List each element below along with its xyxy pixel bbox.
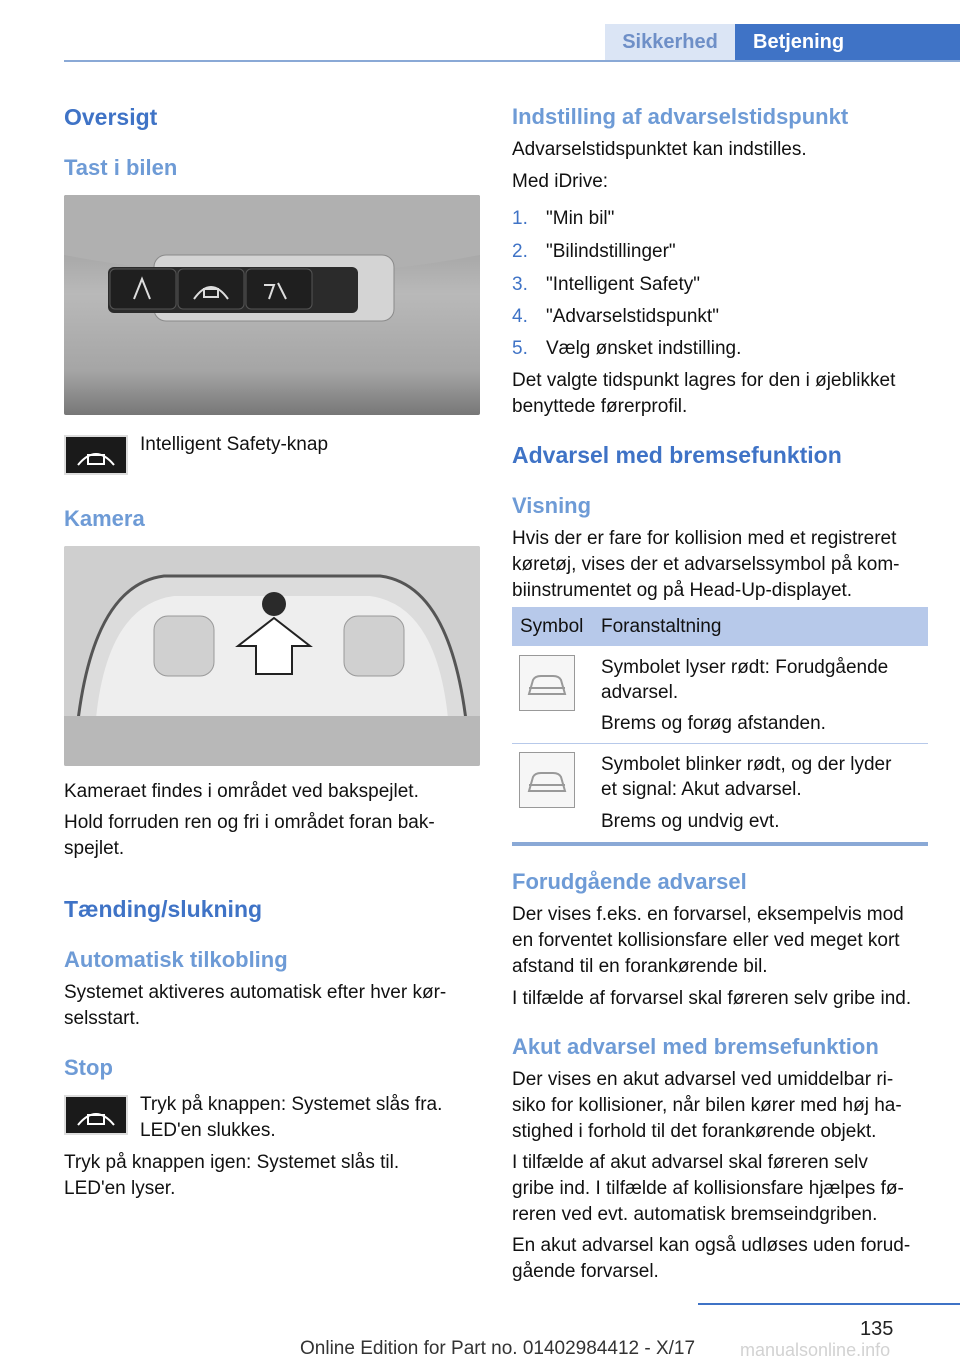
step-5: [512, 336, 741, 362]
akut2-text-1: I tilfælde af akut advarsel skal føreren selv: [512, 1152, 868, 1173]
heading-akut: Akut advarsel med bremsefunktion: [512, 1034, 879, 1059]
table-col-action: Foranstaltning: [601, 616, 722, 637]
step-1: [512, 206, 614, 232]
visning-text-3: biinstrumentet og på Head-Up-displayet.: [512, 580, 853, 601]
akut3-text-1: En akut advarsel kan også udløses uden forud-: [512, 1235, 911, 1256]
kamera-text-2b: spejlet.: [64, 838, 125, 859]
visning-text-1: Hvis der er fare for kollision med et registreret: [512, 528, 897, 549]
button-caption: Intelligent Safety-knap: [140, 434, 329, 455]
step-5-text: Vælg ønsket indstilling.: [546, 338, 742, 359]
stop2-text-2: LED'en lyser.: [64, 1178, 176, 1199]
step-4-text: "Advarselstidspunkt": [546, 306, 719, 327]
step-2: [512, 239, 676, 265]
step-4-number: 4.: [512, 306, 528, 327]
heading-visning: Visning: [512, 493, 592, 518]
footer-rule: [698, 1303, 960, 1305]
akut-text-1: Der vises en akut advarsel ved umiddelbar ri-: [512, 1069, 894, 1090]
table-col-symbol: Symbol: [520, 616, 584, 637]
step-1-text: "Min bil": [546, 208, 615, 229]
warning-symbol-1-icon: [519, 655, 575, 711]
row2-text-1: Symbolet blinker rødt, og der lyder: [601, 754, 892, 775]
stop-text-1: Tryk på knappen: Systemet slås fra.: [140, 1094, 443, 1115]
heading-forudgaaende: Forudgående advarsel: [512, 869, 747, 894]
kamera-text-1: Kameraet findes i området ved bakspejlet.: [64, 781, 419, 802]
heading-indstilling: Indstilling af advarselstidspunkt: [512, 104, 849, 129]
forud-text-4: I tilfælde af forvarsel skal føreren selv gribe ind.: [512, 988, 912, 1009]
intelligent-safety-button-icon: [64, 435, 128, 475]
auto-text-2: selsstart.: [64, 1008, 141, 1029]
button-panel-photo: [64, 195, 480, 415]
row2-text-3: Brems og undvig evt.: [601, 811, 780, 832]
step-3-text: "Intelligent Safety": [546, 274, 700, 295]
indstilling-text-2: Med iDrive:: [512, 171, 609, 192]
kamera-text-2a: Hold forruden ren og fri i området foran bak-: [64, 812, 435, 833]
camera-photo: [64, 546, 480, 766]
row2-text-2: et signal: Akut advarsel.: [601, 779, 802, 800]
visning-text-2: køretøj, vises der et advarselssymbol på kom-: [512, 554, 900, 575]
indstilling-text-1: Advarselstidspunktet kan indstilles.: [512, 139, 807, 160]
step-2-number: 2.: [512, 241, 528, 262]
heading-oversigt: Oversigt: [64, 104, 158, 130]
button-panel-illustration: [64, 195, 480, 415]
akut-text-2: siko for kollisioner, når bilen kører med høj ha-: [512, 1095, 902, 1116]
auto-text-1: Systemet aktiveres automatisk efter hver kør-: [64, 982, 447, 1003]
edition-note: Online Edition for Part no. 01402984412 - X/17: [300, 1338, 696, 1359]
watermark: manualsonline.info: [740, 1340, 891, 1360]
heading-advarsel: Advarsel med bremsefunktion: [512, 442, 842, 468]
page-number: 135: [860, 1318, 894, 1340]
stop2-text-1: Tryk på knappen igen: Systemet slås til.: [64, 1152, 400, 1173]
step-5-number: 5.: [512, 338, 528, 359]
forud-text-3: afstand til en forankørende bil.: [512, 956, 768, 977]
akut3-text-2: gående forvarsel.: [512, 1261, 659, 1282]
camera-illustration: [64, 546, 480, 766]
tab-betjening[interactable]: Betjening: [735, 24, 960, 61]
table-row-divider: [512, 743, 928, 744]
stop-text-2: LED'en slukkes.: [140, 1120, 276, 1141]
table-bottom-rule: [512, 842, 928, 846]
heading-stop: Stop: [64, 1055, 113, 1080]
forud-text-2: en forventet kollisionsfare eller ved meget kort: [512, 930, 900, 951]
step-2-text: "Bilindstillinger": [546, 241, 676, 262]
step-3-number: 3.: [512, 274, 528, 295]
indstilling-text-3b: benyttede førerprofil.: [512, 396, 688, 417]
forud-text-1: Der vises f.eks. en forvarsel, eksempelvis mod: [512, 904, 904, 925]
stop-button-icon: [64, 1095, 128, 1135]
tab-sikkerhed[interactable]: Sikkerhed: [605, 24, 735, 61]
warning-symbol-2-icon: [519, 752, 575, 808]
step-4: [512, 304, 719, 330]
step-1-number: 1.: [512, 208, 528, 229]
header-rule: [64, 60, 960, 62]
row1-text-3: Brems og forøg afstanden.: [601, 713, 826, 734]
akut2-text-3: reren ved evt. automatisk bremseindgriben.: [512, 1204, 878, 1225]
heading-taending: Tænding/slukning: [64, 896, 263, 922]
akut-text-3: stighed i forhold til det forankørende objekt.: [512, 1121, 877, 1142]
akut2-text-2: gribe ind. I tilfælde af kollisionsfare hjælpes fø-: [512, 1178, 904, 1199]
heading-kamera: Kamera: [64, 506, 145, 531]
indstilling-text-3a: Det valgte tidspunkt lagres for den i øjeblikket: [512, 370, 896, 391]
row1-text-2: advarsel.: [601, 682, 679, 703]
step-3: [512, 272, 700, 298]
row1-text-1: Symbolet lyser rødt: Forudgående: [601, 657, 889, 678]
heading-tast-i-bilen: Tast i bilen: [64, 155, 178, 180]
heading-automatisk: Automatisk tilkobling: [64, 947, 288, 972]
